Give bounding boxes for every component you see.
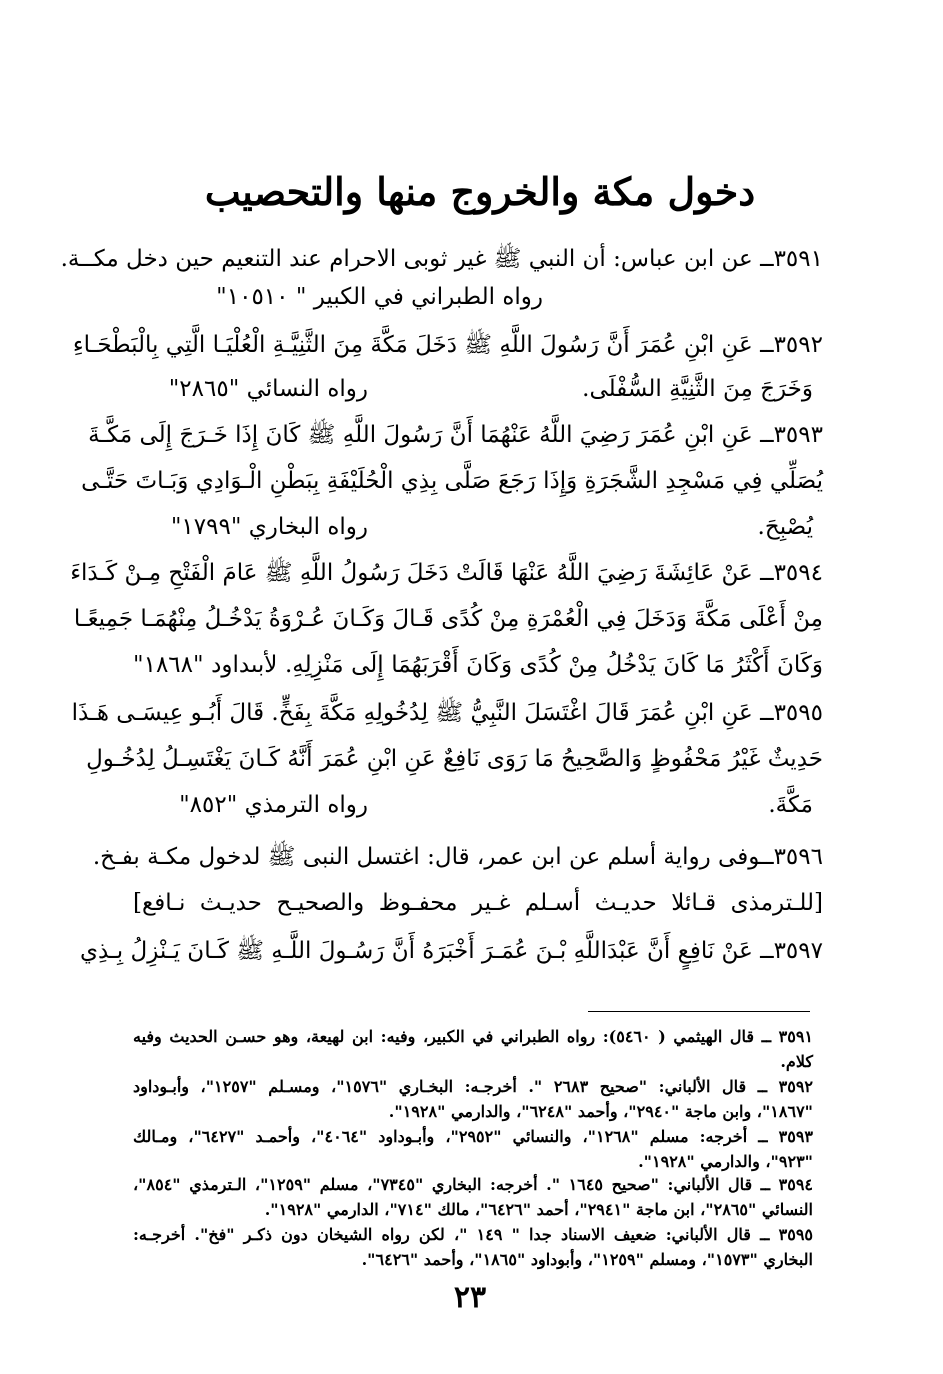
footnote-3591-line1: ٣٥٩١ ــ قال الهيثمي ( ٥٤٦٠): رواه الطبراني في الكبير، وفيه: ابن لهيعة، وهو حسـن الحديث وفيه: [133, 1027, 813, 1046]
footnote-3593-line1: ٣٥٩٣ ــ أخرجه: مسلم "١٢٦٨"، والنسائي "٢٩٥٢"، وأبـوداود "٤٠٦٤"، وأحمـد "٦٤٢٧"، ومـالك: [133, 1127, 813, 1146]
footnote-3592-line2: "١٨٦٧"، وابن ماجة "٢٩٤٠"، وأحمد "٦٢٤٨"، والدارمي "١٩٢٨".: [388, 1102, 813, 1121]
hadith-3592-line2: وَخَرَجَ مِنَ الثَّنِيَّةِ السُّفْلَى.: [582, 376, 813, 402]
hadith-3595-line1: ٣٥٩٥ــ عَنِ ابْنِ عُمَرَ قَالَ اغْتَسَلَ النَّبِيُّ ﷺ لِدُخُولِهِ مَكَّةَ بِفَخٍّ. قَالَ أَبُـو عِيسَـى هَـذَا: [71, 700, 823, 726]
footnote-3592-line1: ٣٥٩٢ ــ قال الألباني: "صحيح ٢٦٨٣ ". أخرجـه: البخـاري "١٥٧٦"، ومسـلم "١٢٥٧"، وأبـوداود: [133, 1077, 814, 1096]
footnote-divider: [588, 1011, 810, 1012]
hadith-3592-line1: ٣٥٩٢ــ عَنِ ابْنِ عُمَرَ أَنَّ رَسُولَ اللَّهِ ﷺ دَخَلَ مَكَّةَ مِنَ الثَّنِيَّـةِ الْعُلْيَـا الَّتِي بِالْبَطْحَـاءِ: [72, 332, 823, 358]
hadith-3591: ٣٥٩١ــ عن ابن عباس: أن النبي ﷺ غير ثوبى الاحرام عند التنعيم حين دخل مكــة.: [60, 246, 823, 272]
footnote-3595-line2: البخاري "١٥٧٣"، ومسلم "١٢٥٩"، وأبوداود "١٨٦٥"، وأحمد "٦٤٢٦".: [361, 1250, 813, 1269]
hadith-3594-line1: ٣٥٩٤ــ عَنْ عَائِشَةَ رَضِيَ اللَّهُ عَنْهَا قَالَتْ دَخَلَ رَسُولُ اللَّهِ ﷺ عَامَ الْفَتْحِ مِـنْ كَـدَاءَ: [70, 560, 823, 586]
hadith-3594-line2: مِنْ أَعْلَى مَكَّةَ وَدَخَلَ فِي الْعُمْرَةِ مِنْ كُدًى قَـالَ وَكَـانَ عُـرْوَةُ يَدْخُـلُ مِنْهُمَـا جَمِيعًـا: [73, 606, 823, 632]
source-3593: رواه البخاري "١٧٩٩": [170, 514, 368, 540]
page-number: ٢٣: [453, 1280, 487, 1315]
hadith-3593-line1: ٣٥٩٣ــ عَنِ ابْنِ عُمَرَ رَضِيَ اللَّهُ عَنْهُمَا أَنَّ رَسُولَ اللَّهِ ﷺ كَانَ إِذَا خَـرَجَ إِلَى مَكَّـةَ: [88, 422, 823, 448]
hadith-3593-line2: يُصَلِّي فِي مَسْجِدِ الشَّجَرَةِ وَإِذَا رَجَعَ صَلَّى بِذِي الْحُلَيْفَةِ بِبَطْنِ الْـوَادِي وَبَـاتَ حَتَّـى: [81, 468, 823, 494]
hadith-3596-note: [للـترمذى قـائلا حديـث أسـلم غـير محفـوظ والصحيـح حديـث نـافع]: [133, 890, 823, 916]
footnote-3594-line1: ٣٥٩٤ ــ قال الألباني: "صحيح ١٦٤٥ ". أخرجه: البخاري "٧٣٤٥"، مسلم "١٢٥٩"، الـترمذي "٨٥٤"،: [133, 1175, 814, 1194]
footnote-3591-line2: كلام.: [780, 1052, 813, 1071]
source-3595: رواه الترمذي "٨٥٢": [179, 792, 368, 818]
hadith-3595-line2: حَدِيثٌ غَيْرُ مَحْفُوظٍ وَالصَّحِيحُ مَا رَوَى نَافِعٌ عَنِ ابْنِ عُمَرَ أَنَّهُ كَـانَ يَغْتَسِـلُ لِدُخُـولِ: [86, 746, 823, 772]
hadith-3596: ٣٥٩٦ــوفى رواية أسلم عن ابن عمر، قال: اغتسل النبى ﷺ لدخول مكـة بفـخ.: [92, 844, 823, 870]
hadith-3597: ٣٥٩٧ــ عَنْ نَافِعٍ أَنَّ عَبْدَاللَّهِ بْـنَ عُمَـرَ أَخْبَرَهُ أَنَّ رَسُـولَ اللَّـهِ ﷺ كَـانَ يَـنْزِلُ بِـذِي: [79, 938, 823, 964]
hadith-3594-line3: وَكَانَ أَكْثَرُ مَا كَانَ يَدْخُلُ مِنْ كُدًى وَكَانَ أَقْرَبَهُمَا إِلَى مَنْزِلِهِ. لأبىداود "١٨٦٨": [133, 652, 823, 678]
footnote-3595-line1: ٣٥٩٥ ــ قال الألباني: ضعيف الاسناد جدا " ١٤٩ "، لكن رواه الشيخان دون ذكـر "فخ". أخرجـه:: [133, 1225, 813, 1244]
source-3591: رواه الطبراني في الكبير " ١٠٥١٠": [216, 284, 543, 310]
chapter-title: دخول مكة والخروج منها والتحصيب: [204, 169, 756, 214]
hadith-3595-line3: مَكَّةَ.: [768, 792, 813, 818]
footnote-3594-line2: النسائي "٢٨٦٥"، ابن ماجة "٢٩٤١"، أحمد "٦٤٢٦"، مالك "٧١٤"، الدارمي "١٩٢٨".: [264, 1200, 813, 1219]
hadith-3593-line3: يُصْبِحَ.: [757, 514, 813, 540]
footnote-3593-line2: "٩٢٣"، والدارمي "١٩٢٨".: [638, 1152, 813, 1171]
source-3592: رواه النسائي "٢٨٦٥": [168, 376, 368, 402]
